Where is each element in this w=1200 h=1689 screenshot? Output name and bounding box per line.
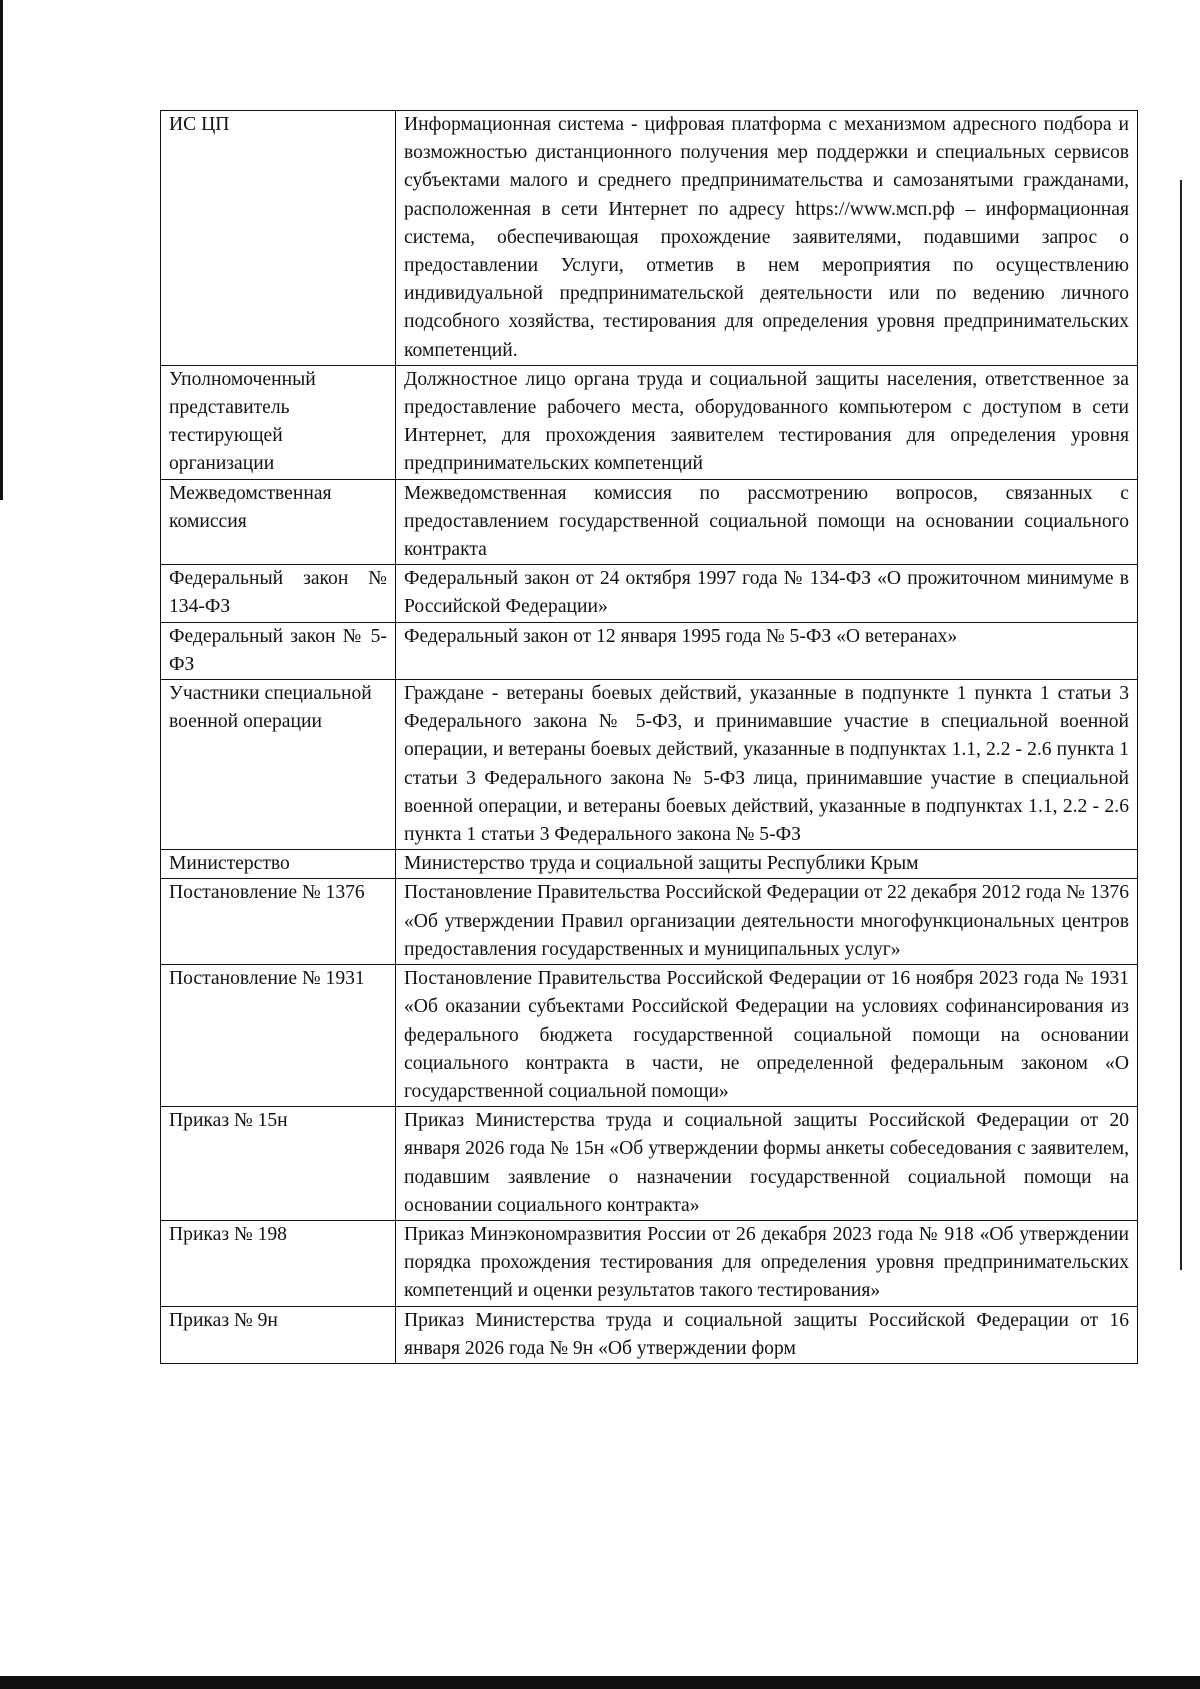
term-cell: Федеральный закон № 5-ФЗ bbox=[161, 622, 396, 679]
table-row bbox=[161, 622, 1138, 679]
term-cell: Приказ № 15н bbox=[161, 1107, 396, 1221]
table-row bbox=[161, 111, 1138, 366]
definition-cell: Федеральный закон от 12 января 1995 года № 5-ФЗ «О ветеранах» bbox=[396, 622, 1138, 679]
definition-cell: Приказ Министерства труда и социальной защиты Российской Федерации от 16 января 2026 года № 9н «Об утверждении форм bbox=[396, 1306, 1138, 1363]
definition-cell: Информационная система - цифровая платформа с механизмом адресного подбора и возможностью дистанционного получения мер поддержки и специальных сервисов субъектами малого и среднего предпринимательства и самозанятыми гражданами, расположенная в сети Интернет по адресу https://www.мсп.рф – информационная система, обеспечивающая прохождение заявителями, подавшими запрос о предоставлении Услуги, отметив в нем мероприятия по осуществлению индивидуальной предпринимательской деятельности или по ведению личного подсобного хозяйства, тестирования для определения уровня предпринимательских компетенций. bbox=[396, 111, 1138, 366]
scan-edge-bottom bbox=[0, 1676, 1200, 1689]
term-cell: Межведомственная комиссия bbox=[161, 479, 396, 565]
table-row bbox=[161, 1220, 1138, 1306]
table-row bbox=[161, 680, 1138, 850]
term-cell: Уполномоченный представитель тестирующей организации bbox=[161, 365, 396, 479]
definition-cell: Должностное лицо органа труда и социальной защиты населения, ответственное за предоставление рабочего места, оборудованного компьютером с доступом в сети Интернет, для прохождения заявителем тестирования для определения уровня предпринимательских компетенций bbox=[396, 365, 1138, 479]
definition-cell: Министерство труда и социальной защиты Республики Крым bbox=[396, 850, 1138, 879]
table-row bbox=[161, 965, 1138, 1107]
table-row bbox=[161, 850, 1138, 879]
term-cell: Приказ № 198 bbox=[161, 1220, 396, 1306]
term-cell: Министерство bbox=[161, 850, 396, 879]
definition-cell: Федеральный закон от 24 октября 1997 года № 134-ФЗ «О прожиточном минимуме в Российской Федерации» bbox=[396, 565, 1138, 622]
definition-cell: Постановление Правительства Российской Федерации от 22 декабря 2012 года № 1376 «Об утверждении Правил организации деятельности многофункциональных центров предоставления государственных и муниципальных услуг» bbox=[396, 879, 1138, 965]
scan-edge-right bbox=[1180, 180, 1182, 1270]
table-row bbox=[161, 479, 1138, 565]
table-row bbox=[161, 365, 1138, 479]
table-row bbox=[161, 1306, 1138, 1363]
table-row bbox=[161, 565, 1138, 622]
term-cell: Постановление № 1931 bbox=[161, 965, 396, 1107]
term-cell: Федеральный закон № 134-ФЗ bbox=[161, 565, 396, 622]
definition-cell: Граждане - ветераны боевых действий, указанные в подпункте 1 пункта 1 статьи 3 Федерального закона № 5-ФЗ, и принимавшие участие в специальной военной операции, и ветераны боевых действий, указанные в подпунктах 1.1, 2.2 - 2.6 пункта 1 статьи 3 Федерального закона № 5-ФЗ лица, принимавшие участие в специальной военной операции, и ветераны боевых действий, указанные в подпунктах 1.1, 2.2 - 2.6 пункта 1 статьи 3 Федерального закона № 5-ФЗ bbox=[396, 680, 1138, 850]
table-row bbox=[161, 879, 1138, 965]
term-cell: Участники специальной военной операции bbox=[161, 680, 396, 850]
definition-cell: Приказ Министерства труда и социальной защиты Российской Федерации от 20 января 2026 года № 15н «Об утверждении формы анкеты собеседования с заявителем, подавшим заявление о назначении государственной социальной помощи на основании социального контракта» bbox=[396, 1107, 1138, 1221]
definition-cell: Постановление Правительства Российской Федерации от 16 ноября 2023 года № 1931 «Об оказании субъектами Российской Федерации на условиях софинансирования из федерального бюджета государственной социальной помощи на основании социального контракта в части, не определенной федеральным законом «О государственной социальной помощи» bbox=[396, 965, 1138, 1107]
definition-cell: Приказ Минэкономразвития России от 26 декабря 2023 года № 918 «Об утверждении порядка прохождения тестирования для определения уровня предпринимательских компетенций и оценки результатов такого тестирования» bbox=[396, 1220, 1138, 1306]
terms-table bbox=[160, 110, 1138, 1364]
term-cell: ИС ЦП bbox=[161, 111, 396, 366]
term-cell: Постановление № 1376 bbox=[161, 879, 396, 965]
scan-edge-left bbox=[0, 0, 3, 500]
table-row bbox=[161, 1107, 1138, 1221]
term-cell: Приказ № 9н bbox=[161, 1306, 396, 1363]
definition-cell: Межведомственная комиссия по рассмотрению вопросов, связанных с предоставлением государственной социальной помощи на основании социального контракта bbox=[396, 479, 1138, 565]
